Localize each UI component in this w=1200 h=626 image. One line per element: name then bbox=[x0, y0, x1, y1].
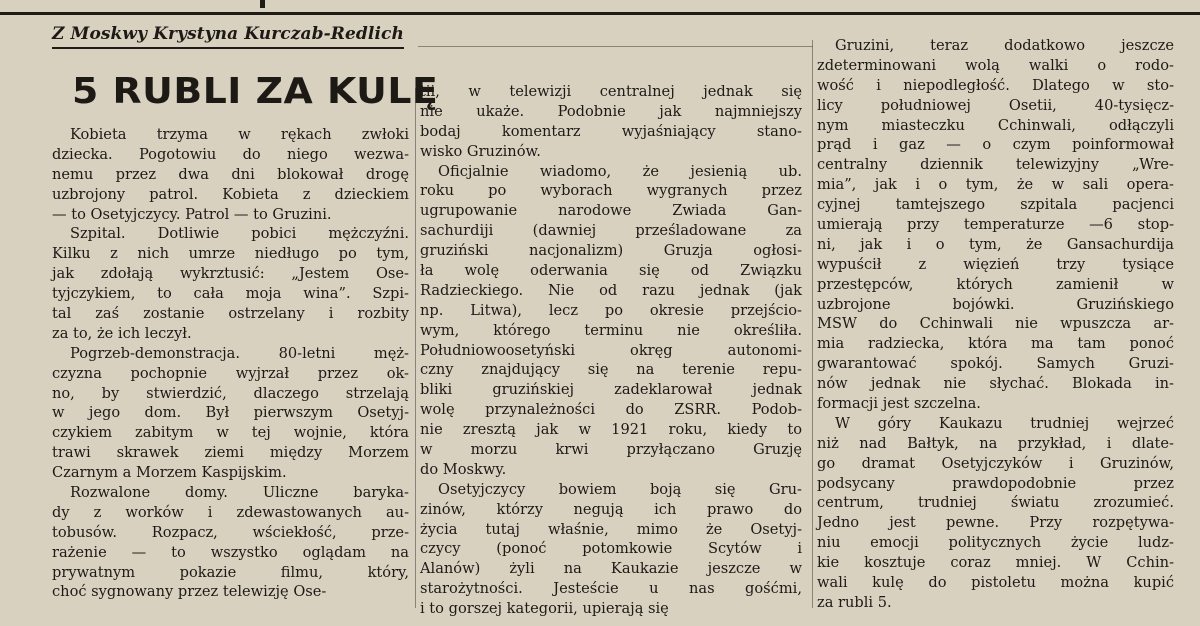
text-line: przestępców, których zamienił w bbox=[817, 275, 1174, 293]
text-line: trawi skrawek ziemi między Morzem bbox=[52, 444, 409, 462]
paragraph bbox=[420, 82, 810, 162]
text-line: nemu przez dwa dni blokował drogę bbox=[52, 165, 409, 183]
text-line: no, by stwierdzić, dlaczego strzelają bbox=[52, 384, 409, 402]
text-line: czny znajdujący się na terenie repu- bbox=[420, 361, 802, 379]
text-line: mia”, jak i o tym, że w sali opera- bbox=[817, 176, 1174, 194]
text-line: wali kulę do pistoletu można kupić bbox=[817, 574, 1174, 592]
column-divider bbox=[415, 88, 416, 608]
text-line: zdeterminowani wolą walki o rodo- bbox=[817, 56, 1174, 74]
text-line: ni, jak i o tym, że Gansachurdija bbox=[817, 235, 1174, 253]
column-3 bbox=[817, 36, 1179, 613]
border-tick bbox=[260, 0, 265, 8]
column-3-text bbox=[817, 36, 1179, 613]
text-line: czykiem zabitym w tej wojnie, która bbox=[52, 424, 409, 442]
headline: 5 RUBLI ZA KULĘ bbox=[72, 71, 439, 112]
paragraph bbox=[52, 344, 414, 483]
text-line: tal zaś zostanie ostrzelany i rozbity bbox=[52, 305, 409, 323]
text-line: Czarnym a Morzem Kaspijskim. bbox=[52, 464, 287, 482]
paragraph bbox=[52, 483, 414, 602]
column-1 bbox=[52, 22, 439, 602]
text-line: Kilku z nich umrze niedługo po tym, bbox=[52, 245, 409, 263]
text-line: w jego dom. Był pierwszym Osetyj- bbox=[52, 404, 409, 422]
text-line: wisko Gruzinów. bbox=[420, 142, 541, 160]
text-line: licy południowej Osetii, 40-tysięcz- bbox=[817, 96, 1174, 114]
text-line: roku po wyborach wygranych przez bbox=[420, 182, 802, 200]
text-line: umierają przy temperaturze —6 stop- bbox=[817, 216, 1174, 234]
text-line: gruziński nacjonalizm) Gruzja ogłosi- bbox=[420, 242, 802, 260]
text-line: centralny dziennik telewizyjny „Wre- bbox=[817, 156, 1174, 174]
byline: Z Moskwy Krystyna Kurczab-Redlich bbox=[52, 22, 404, 49]
text-line: Oficjalnie wiadomo, że jesienią ub. bbox=[438, 162, 802, 180]
text-line: ugrupowanie narodowe Zwiada Gan- bbox=[420, 202, 802, 220]
column-divider bbox=[812, 40, 813, 608]
text-line: gwarantować spokój. Samych Gruzi- bbox=[817, 355, 1174, 373]
text-line: uzbrojone bojówki. Gruzińskiego bbox=[817, 295, 1174, 313]
text-line: wość i niepodległość. Dlatego w sto- bbox=[817, 76, 1174, 94]
paragraph bbox=[817, 36, 1179, 414]
column-2-text bbox=[420, 82, 810, 619]
text-line: kie kosztuje coraz mniej. W Cchin- bbox=[817, 554, 1174, 572]
column-1-text bbox=[52, 125, 414, 602]
text-line: życia tutaj właśnie, mimo że Osetyj- bbox=[420, 520, 802, 538]
text-line: wolę przynależności do ZSRR. Podob- bbox=[420, 401, 802, 419]
text-line: W góry Kaukazu trudniej wejrzeć bbox=[835, 414, 1174, 432]
text-line: do Moskwy. bbox=[420, 460, 507, 478]
text-line: Gruzini, teraz dodatkowo jeszcze bbox=[835, 37, 1174, 54]
text-line: nie ukaże. Podobnie jak najmniejszy bbox=[420, 102, 802, 120]
text-line: Radzieckiego. Nie od razu jednak (jak bbox=[420, 281, 802, 299]
text-line: nów jednak nie słychać. Blokada in- bbox=[817, 375, 1174, 393]
text-line: go dramat Osetyjczyków i Gruzinów, bbox=[817, 454, 1174, 472]
text-line: za to, że ich leczył. bbox=[52, 324, 192, 342]
text-line: wym, którego terminu nie określiła. bbox=[420, 321, 802, 339]
paragraph bbox=[420, 480, 810, 619]
text-line: centrum, trudniej światu zrozumieć. bbox=[817, 494, 1174, 512]
text-line: Osetyjczycy bowiem boją się Gru- bbox=[438, 480, 802, 498]
text-line: sachurdiji (dawniej prześladowane za bbox=[420, 222, 802, 240]
paragraph bbox=[52, 224, 414, 343]
text-line: ła wolę oderwania się od Związku bbox=[420, 262, 802, 280]
text-line: niż nad Bałtyk, na przykład, i dlate- bbox=[817, 434, 1174, 452]
text-line: starożytności. Jesteście u nas gośćmi, bbox=[420, 580, 802, 598]
text-line: Alanów) żyli na Kaukazie jeszcze w bbox=[420, 560, 802, 578]
text-line: dziecka. Pogotowiu do niego wezwa- bbox=[52, 145, 409, 163]
text-line: bodaj komentarz wyjaśniający stano- bbox=[420, 122, 802, 140]
text-line: czyzna pochopnie wyjrzał przez ok- bbox=[52, 364, 409, 382]
text-line: prywatnym pokazie filmu, który, bbox=[52, 563, 409, 581]
text-line: — to Osetyjczycy. Patrol — to Gruzini. bbox=[52, 205, 332, 223]
text-line: prąd i gaz — o czym poinformował bbox=[817, 136, 1174, 154]
text-line: cyjnej tamtejszego szpitala pacjenci bbox=[817, 196, 1174, 214]
text-line: nym miasteczku Cchinwali, odłączyli bbox=[817, 116, 1174, 134]
text-line: bliki gruzińskiej zadeklarował jednak bbox=[420, 381, 802, 399]
text-line: jak zdołają wykrztusić: „Jestem Ose- bbox=[52, 265, 409, 283]
text-line: tyjczykiem, to cała moja wina”. Szpi- bbox=[52, 285, 409, 303]
text-line: wypuścił z więzień trzy tysiące bbox=[817, 255, 1174, 273]
text-line: podsycany prawdopodobnie przez bbox=[817, 474, 1174, 492]
text-line: za rubli 5. bbox=[817, 593, 892, 611]
text-line: czycy (ponoć potomkowie Scytów i bbox=[420, 540, 802, 558]
paragraph bbox=[420, 162, 810, 480]
text-line: nie zresztą jak w 1921 roku, kiedy to bbox=[420, 421, 802, 439]
header-divider bbox=[418, 46, 813, 47]
text-line: MSW do Cchinwali nie wpuszcza ar- bbox=[817, 315, 1174, 333]
text-line: Południowoosetyński okręg autonomi- bbox=[420, 341, 802, 359]
text-line: w morzu krwi przyłączano Gruzję bbox=[420, 441, 802, 459]
text-line: choć sygnowany przez telewizję Ose- bbox=[52, 583, 327, 601]
text-line: Jedno jest pewne. Przy rozpętywa- bbox=[817, 514, 1174, 532]
column-2 bbox=[420, 82, 810, 619]
text-line: rażenie — to wszystko oglądam na bbox=[52, 543, 409, 561]
text-line: Kobieta trzyma w rękach zwłoki bbox=[70, 126, 409, 143]
text-line: uzbrojony patrol. Kobieta z dzieckiem bbox=[52, 185, 409, 203]
text-line: formacji jest szczelna. bbox=[817, 395, 981, 413]
text-line: Pogrzeb-demonstracja. 80-letni męż- bbox=[70, 344, 409, 362]
top-border bbox=[0, 0, 1200, 15]
text-line: tobusów. Rozpacz, wściekłość, prze- bbox=[52, 523, 409, 541]
text-line: niu emocji politycznych życie ludz- bbox=[817, 534, 1174, 552]
text-line: Rozwalone domy. Uliczne baryka- bbox=[70, 484, 409, 502]
paragraph bbox=[52, 125, 414, 224]
text-line: zinów, którzy negują ich prawo do bbox=[420, 500, 802, 518]
text-line: mia radziecka, która ma tam ponoć bbox=[817, 335, 1174, 353]
text-line: tii, w telewizji centralnej jednak się bbox=[420, 83, 802, 100]
text-line: dy z worków i zdewastowanych au- bbox=[52, 503, 409, 521]
text-line: i to gorszej kategorii, upierają się bbox=[420, 600, 669, 618]
text-line: Szpital. Dotliwie pobici mężczyźni. bbox=[70, 225, 409, 243]
text-line: np. Litwa), lecz po okresie przejścio- bbox=[420, 301, 802, 319]
paragraph bbox=[817, 414, 1179, 613]
